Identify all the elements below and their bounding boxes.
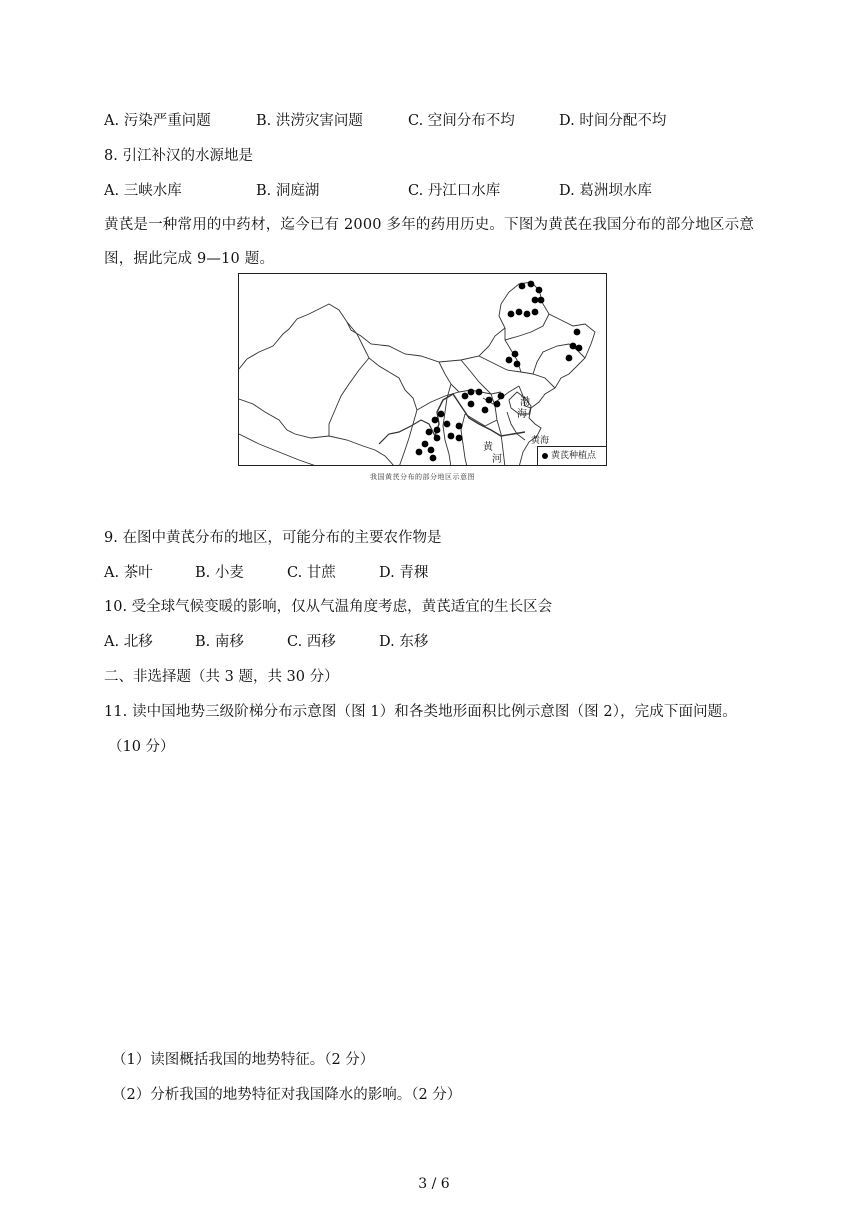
planting-site-dot [456,435,463,442]
page-number: 3 / 6 [418,1176,450,1192]
planting-site-dot [448,433,455,440]
q10-option-b: B. 南移 [195,634,244,650]
q9-option-b: B. 小麦 [195,565,244,581]
planting-site-dot [444,421,451,428]
q10-option-c: C. 西移 [287,634,336,650]
q10-option-d: D. 东移 [379,634,429,650]
planting-site-dot [432,417,439,424]
q9-option-d: D. 青稞 [379,565,429,581]
map-label-huang: 黄 [483,442,493,453]
q7-option-d: D. 时间分配不均 [559,113,667,129]
map-label-yellow-sea: 黄海 [531,435,550,445]
planting-site-dot [538,297,545,304]
planting-site-dot [456,423,463,430]
planting-site-dot [498,393,505,400]
planting-site-dot [524,311,531,318]
planting-site-dot [532,297,539,304]
map-label-hai: 海 [517,409,527,420]
planting-site-dot [528,281,535,288]
figure-caption: 我国黄芪分布的部分地区示意图 [370,473,475,481]
planting-site-dot [512,351,519,358]
q7-option-c: C. 空间分布不均 [408,113,515,129]
q8-stem: 8. 引江补汉的水源地是 [104,148,253,164]
map-legend [537,446,606,465]
china-map-outline [239,274,607,466]
planting-site-dot [494,401,501,408]
planting-site-dot [434,435,441,442]
planting-site-dot [462,393,469,400]
q11-sub2: （2）分析我国的地势特征对我国降水的影响。（2 分） [112,1087,462,1103]
planting-site-dot [536,287,543,294]
q8-option-a: A. 三峡水库 [104,183,182,199]
planting-site-dot [519,283,526,290]
planting-site-dot [574,329,581,336]
q8-option-b: B. 洞庭湖 [256,183,320,199]
q9-stem: 9. 在图中黄芪分布的地区，可能分布的主要农作物是 [104,530,442,546]
map-label-bo: 渤 [520,397,530,408]
planting-site-dot [508,311,515,318]
q10-stem: 10. 受全球气候变暖的影响，仅从气温角度考虑，黄芪适宜的生长区会 [104,599,553,615]
q8-option-c: C. 丹江口水库 [408,183,501,199]
planting-site-dot [486,397,493,404]
q11-points: （10 分） [108,739,175,755]
q9-option-a: A. 茶叶 [104,565,153,581]
q11-stem: 11. 读中国地势三级阶梯分布示意图（图 1）和各类地形面积比例示意图（图 2），完成下面问题。 [104,704,737,720]
legend-dot-icon [542,453,548,459]
planting-site-dot [506,357,513,364]
planting-site-dot [468,389,475,396]
planting-site-dot [516,309,523,316]
planting-site-dot [430,455,437,462]
map-label-he: 河 [492,454,502,465]
planting-site-dot [438,411,445,418]
q11-sub1: （1）读图概括我国的地势特征。（2 分） [112,1052,375,1068]
planting-site-dot [570,343,577,350]
planting-site-dot [476,389,483,396]
planting-site-dot [426,429,433,436]
astragalus-map [238,273,607,466]
section-heading: 二、非选择题（共 3 题，共 30 分） [104,669,339,685]
planting-site-dot [434,427,441,434]
q7-option-b: B. 洪涝灾害问题 [256,113,363,129]
q10-option-a: A. 北移 [104,634,153,650]
planting-site-dot [468,401,475,408]
q8-option-d: D. 葛洲坝水库 [559,183,652,199]
planting-site-dot [532,309,539,316]
planting-site-dot [422,441,429,448]
intro-paragraph: 黄芪是一种常用的中药材，迄今已有 2000 多年的药用历史。下图为黄芪在我国分布的部分地区示意图，据此完成 9—10 题。 [104,217,755,267]
planting-site-dot [416,449,423,456]
q9-option-c: C. 甘蔗 [287,565,336,581]
planting-site-dot [514,361,521,368]
planting-site-dot [428,447,435,454]
q7-option-a: A. 污染严重问题 [104,113,211,129]
planting-site-dot [482,407,489,414]
planting-site-dot [576,345,583,352]
legend-label: 黄芪种植点 [551,451,597,461]
planting-site-dot [566,355,573,362]
